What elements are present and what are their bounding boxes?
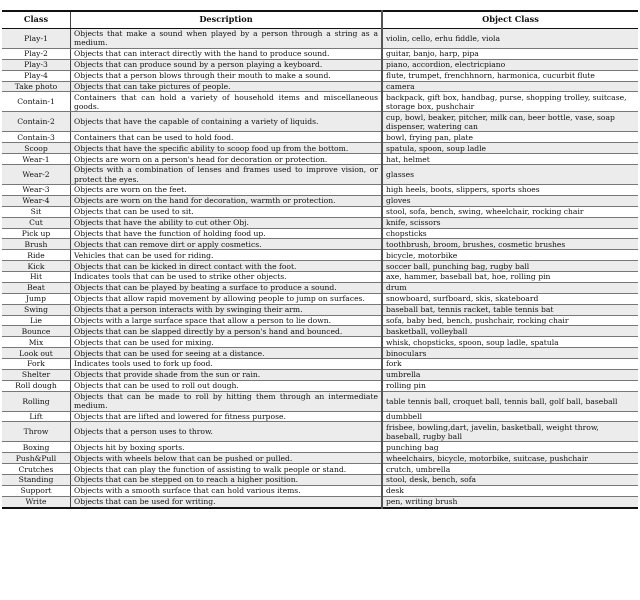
table-row — [2, 81, 638, 92]
object-class-cell: hat, helmet — [382, 154, 638, 165]
description-cell: Objects that can interact directly with the hand to produce sound. — [71, 48, 383, 59]
description-cell: Containers that can be used to hold food. — [71, 132, 383, 143]
table-row — [2, 92, 638, 112]
description-cell: Objects that can remove dirt or apply cosmetics. — [71, 239, 383, 250]
description-cell: Objects that have the capable of containing a variety of liquids. — [71, 112, 383, 132]
object-class-cell: stool, desk, bench, sofa — [382, 475, 638, 486]
table-row — [2, 154, 638, 165]
description-cell: Objects with a combination of lenses and frames used to improve vision, or protect the eyes. — [71, 165, 383, 185]
description-cell: Objects are worn on the feet. — [71, 185, 383, 196]
table-row — [2, 217, 638, 228]
description-cell: Objects that can be kicked in direct contact with the foot. — [71, 261, 383, 272]
table-row — [2, 59, 638, 70]
class-cell: Look out — [2, 348, 71, 359]
object-class-cell: backpack, gift box, handbag, purse, shopping trolley, suitcase, storage box, pushchair — [382, 92, 638, 112]
table-row — [2, 250, 638, 261]
class-cell: Bounce — [2, 326, 71, 337]
object-class-cell: violin, cello, erhu fiddle, viola — [382, 29, 638, 49]
object-class-cell: frisbee, bowling,dart, javelin, basketball, weight throw, baseball, rugby ball — [382, 422, 638, 442]
table-row — [2, 70, 638, 81]
class-cell: Standing — [2, 475, 71, 486]
class-cell: Scoop — [2, 143, 71, 154]
description-cell: Objects that have the specific ability to scoop food up from the bottom. — [71, 143, 383, 154]
description-cell: Objects that make a sound when played by a person through a string as a medium. — [71, 29, 383, 49]
description-cell: Objects that can produce sound by a person playing a keyboard. — [71, 59, 383, 70]
object-class-cell: bicycle, motorbike — [382, 250, 638, 261]
table-row — [2, 293, 638, 304]
table-row — [2, 337, 638, 348]
description-cell: Objects that can be played by beating a surface to produce a sound. — [71, 282, 383, 293]
table-row — [2, 475, 638, 486]
description-cell: Objects with a smooth surface that can hold various items. — [71, 485, 383, 496]
object-class-cell: dumbbell — [382, 411, 638, 422]
object-class-cell: soccer ball, punching bag, rugby ball — [382, 261, 638, 272]
class-cell: Contain-2 — [2, 112, 71, 132]
object-class-cell: high heels, boots, slippers, sports shoes — [382, 185, 638, 196]
class-cell: Pick up — [2, 228, 71, 239]
header-class: Class — [2, 11, 71, 29]
class-cell: Play-4 — [2, 70, 71, 81]
table-row — [2, 165, 638, 185]
class-cell: Take photo — [2, 81, 71, 92]
table-row — [2, 185, 638, 196]
header-object-class: Object Class — [382, 11, 638, 29]
class-cell: Swing — [2, 304, 71, 315]
object-class-cell: table tennis ball, croquet ball, tennis ball, golf ball, baseball — [382, 391, 638, 411]
object-class-cell: guitar, banjo, harp, pipa — [382, 48, 638, 59]
description-cell: Objects that can be used for seeing at a distance. — [71, 348, 383, 359]
table-row — [2, 359, 638, 370]
object-class-cell: sofa, baby bed, bench, pushchair, rocking chair — [382, 315, 638, 326]
table-row — [2, 348, 638, 359]
description-cell: Objects that have the function of holding food up. — [71, 228, 383, 239]
description-cell: Objects that can be stepped on to reach a higher position. — [71, 475, 383, 486]
class-cell: Wear-1 — [2, 154, 71, 165]
class-cell: Contain-3 — [2, 132, 71, 143]
table-row — [2, 442, 638, 453]
description-cell: Objects with a large surface space that allow a person to lie down. — [71, 315, 383, 326]
object-class-cell: crutch, umbrella — [382, 464, 638, 475]
object-class-cell: binoculars — [382, 348, 638, 359]
class-cell: Sit — [2, 206, 71, 217]
object-class-cell: chopsticks — [382, 228, 638, 239]
object-class-cell: stool, sofa, bench, swing, wheelchair, rocking chair — [382, 206, 638, 217]
description-cell: Indicates tools used to fork up food. — [71, 359, 383, 370]
object-class-cell: gloves — [382, 195, 638, 206]
class-cell: Throw — [2, 422, 71, 442]
object-class-cell: cup, bowl, beaker, pitcher, milk can, beer bottle, vase, soap dispenser, watering can — [382, 112, 638, 132]
class-cell: Cut — [2, 217, 71, 228]
table-row — [2, 195, 638, 206]
class-cell: Jump — [2, 293, 71, 304]
table-row — [2, 143, 638, 154]
table-row — [2, 228, 638, 239]
class-cell: Shelter — [2, 369, 71, 380]
table-row — [2, 282, 638, 293]
description-cell: Objects are worn on the hand for decoration, warmth or protection. — [71, 195, 383, 206]
header-row — [2, 11, 638, 29]
table-row — [2, 29, 638, 49]
description-cell: Objects that can be made to roll by hitting them through an intermediate medium. — [71, 391, 383, 411]
description-cell: Objects hit by boxing sports. — [71, 442, 383, 453]
table-row — [2, 315, 638, 326]
class-cell: Mix — [2, 337, 71, 348]
object-class-cell: piano, accordion, electricpiano — [382, 59, 638, 70]
description-cell: Objects are worn on a person's head for decoration or protection. — [71, 154, 383, 165]
table-row — [2, 464, 638, 475]
class-cell: Ride — [2, 250, 71, 261]
object-class-cell: fork — [382, 359, 638, 370]
class-cell: Fork — [2, 359, 71, 370]
object-class-cell: whisk, chopsticks, spoon, soup ladle, spatula — [382, 337, 638, 348]
object-class-cell: rolling pin — [382, 380, 638, 391]
table-row — [2, 485, 638, 496]
table-row — [2, 422, 638, 442]
table-row — [2, 132, 638, 143]
description-cell: Objects that a person blows through their mouth to make a sound. — [71, 70, 383, 81]
table-row — [2, 369, 638, 380]
class-cell: Kick — [2, 261, 71, 272]
class-cell: Play-1 — [2, 29, 71, 49]
class-cell: Crutches — [2, 464, 71, 475]
description-cell: Objects with wheels below that can be pushed or pulled. — [71, 453, 383, 464]
table-row — [2, 411, 638, 422]
description-cell: Containers that can hold a variety of household items and miscellaneous goods. — [71, 92, 383, 112]
table-body — [2, 29, 638, 508]
class-cell: Brush — [2, 239, 71, 250]
class-cell: Wear-2 — [2, 165, 71, 185]
description-cell: Objects that a person interacts with by swinging their arm. — [71, 304, 383, 315]
object-class-cell: basketball, volleyball — [382, 326, 638, 337]
object-class-cell: drum — [382, 282, 638, 293]
table-row — [2, 326, 638, 337]
table-row — [2, 48, 638, 59]
description-cell: Objects that can be used for writing. — [71, 496, 383, 507]
class-cell: Wear-3 — [2, 185, 71, 196]
table-row — [2, 112, 638, 132]
object-class-cell: axe, hammer, baseball bat, hoe, rolling pin — [382, 272, 638, 283]
class-cell: Contain-1 — [2, 92, 71, 112]
description-cell: Objects that can play the function of assisting to walk people or stand. — [71, 464, 383, 475]
description-cell: Objects that can be used to roll out dough. — [71, 380, 383, 391]
object-class-cell: pen, writing brush — [382, 496, 638, 507]
class-cell: Push&Pull — [2, 453, 71, 464]
table-row — [2, 391, 638, 411]
description-cell: Indicates tools that can be used to strike other objects. — [71, 272, 383, 283]
description-cell: Objects that can be slapped directly by a person's hand and bounced. — [71, 326, 383, 337]
table-row — [2, 206, 638, 217]
description-cell: Objects that provide shade from the sun or rain. — [71, 369, 383, 380]
object-class-cell: glasses — [382, 165, 638, 185]
object-class-cell: camera — [382, 81, 638, 92]
table-row — [2, 453, 638, 464]
object-class-cell: baseball bat, tennis racket, table tennis bat — [382, 304, 638, 315]
class-cell: Play-3 — [2, 59, 71, 70]
header-description: Description — [71, 11, 383, 29]
object-class-cell: toothbrush, broom, brushes, cosmetic brushes — [382, 239, 638, 250]
class-cell: Roll dough — [2, 380, 71, 391]
description-cell: Objects that allow rapid movement by allowing people to jump on surfaces. — [71, 293, 383, 304]
class-cell: Beat — [2, 282, 71, 293]
object-class-cell: knife, scissors — [382, 217, 638, 228]
class-cell: Write — [2, 496, 71, 507]
description-cell: Vehicles that can be used for riding. — [71, 250, 383, 261]
description-cell: Objects that can be used for mixing. — [71, 337, 383, 348]
table-row — [2, 261, 638, 272]
class-cell: Lie — [2, 315, 71, 326]
class-cell: Rolling — [2, 391, 71, 411]
class-cell: Support — [2, 485, 71, 496]
description-cell: Objects that a person uses to throw. — [71, 422, 383, 442]
class-cell: Lift — [2, 411, 71, 422]
object-class-cell: bowl, frying pan, plate — [382, 132, 638, 143]
description-cell: Objects that are lifted and lowered for fitness purpose. — [71, 411, 383, 422]
table-row — [2, 496, 638, 507]
object-class-cell: flute, trumpet, frenchhnorn, harmonica, cucurbit flute — [382, 70, 638, 81]
class-cell: Play-2 — [2, 48, 71, 59]
object-class-cell: desk — [382, 485, 638, 496]
object-class-cell: umbrella — [382, 369, 638, 380]
description-cell: Objects that have the ability to cut other Obj. — [71, 217, 383, 228]
object-class-cell: wheelchairs, bicycle, motorbike, suitcase, pushchair — [382, 453, 638, 464]
affordance-class-table — [2, 10, 638, 509]
description-cell: Objects that can take pictures of people. — [71, 81, 383, 92]
description-cell: Objects that can be used to sit. — [71, 206, 383, 217]
object-class-cell: snowboard, surfboard, skis, skateboard — [382, 293, 638, 304]
object-class-cell: punching bag — [382, 442, 638, 453]
class-cell: Wear-4 — [2, 195, 71, 206]
table-row — [2, 272, 638, 283]
class-cell: Boxing — [2, 442, 71, 453]
table-row — [2, 304, 638, 315]
table-row — [2, 380, 638, 391]
object-class-cell: spatula, spoon, soup ladle — [382, 143, 638, 154]
class-cell: Hit — [2, 272, 71, 283]
table-row — [2, 239, 638, 250]
